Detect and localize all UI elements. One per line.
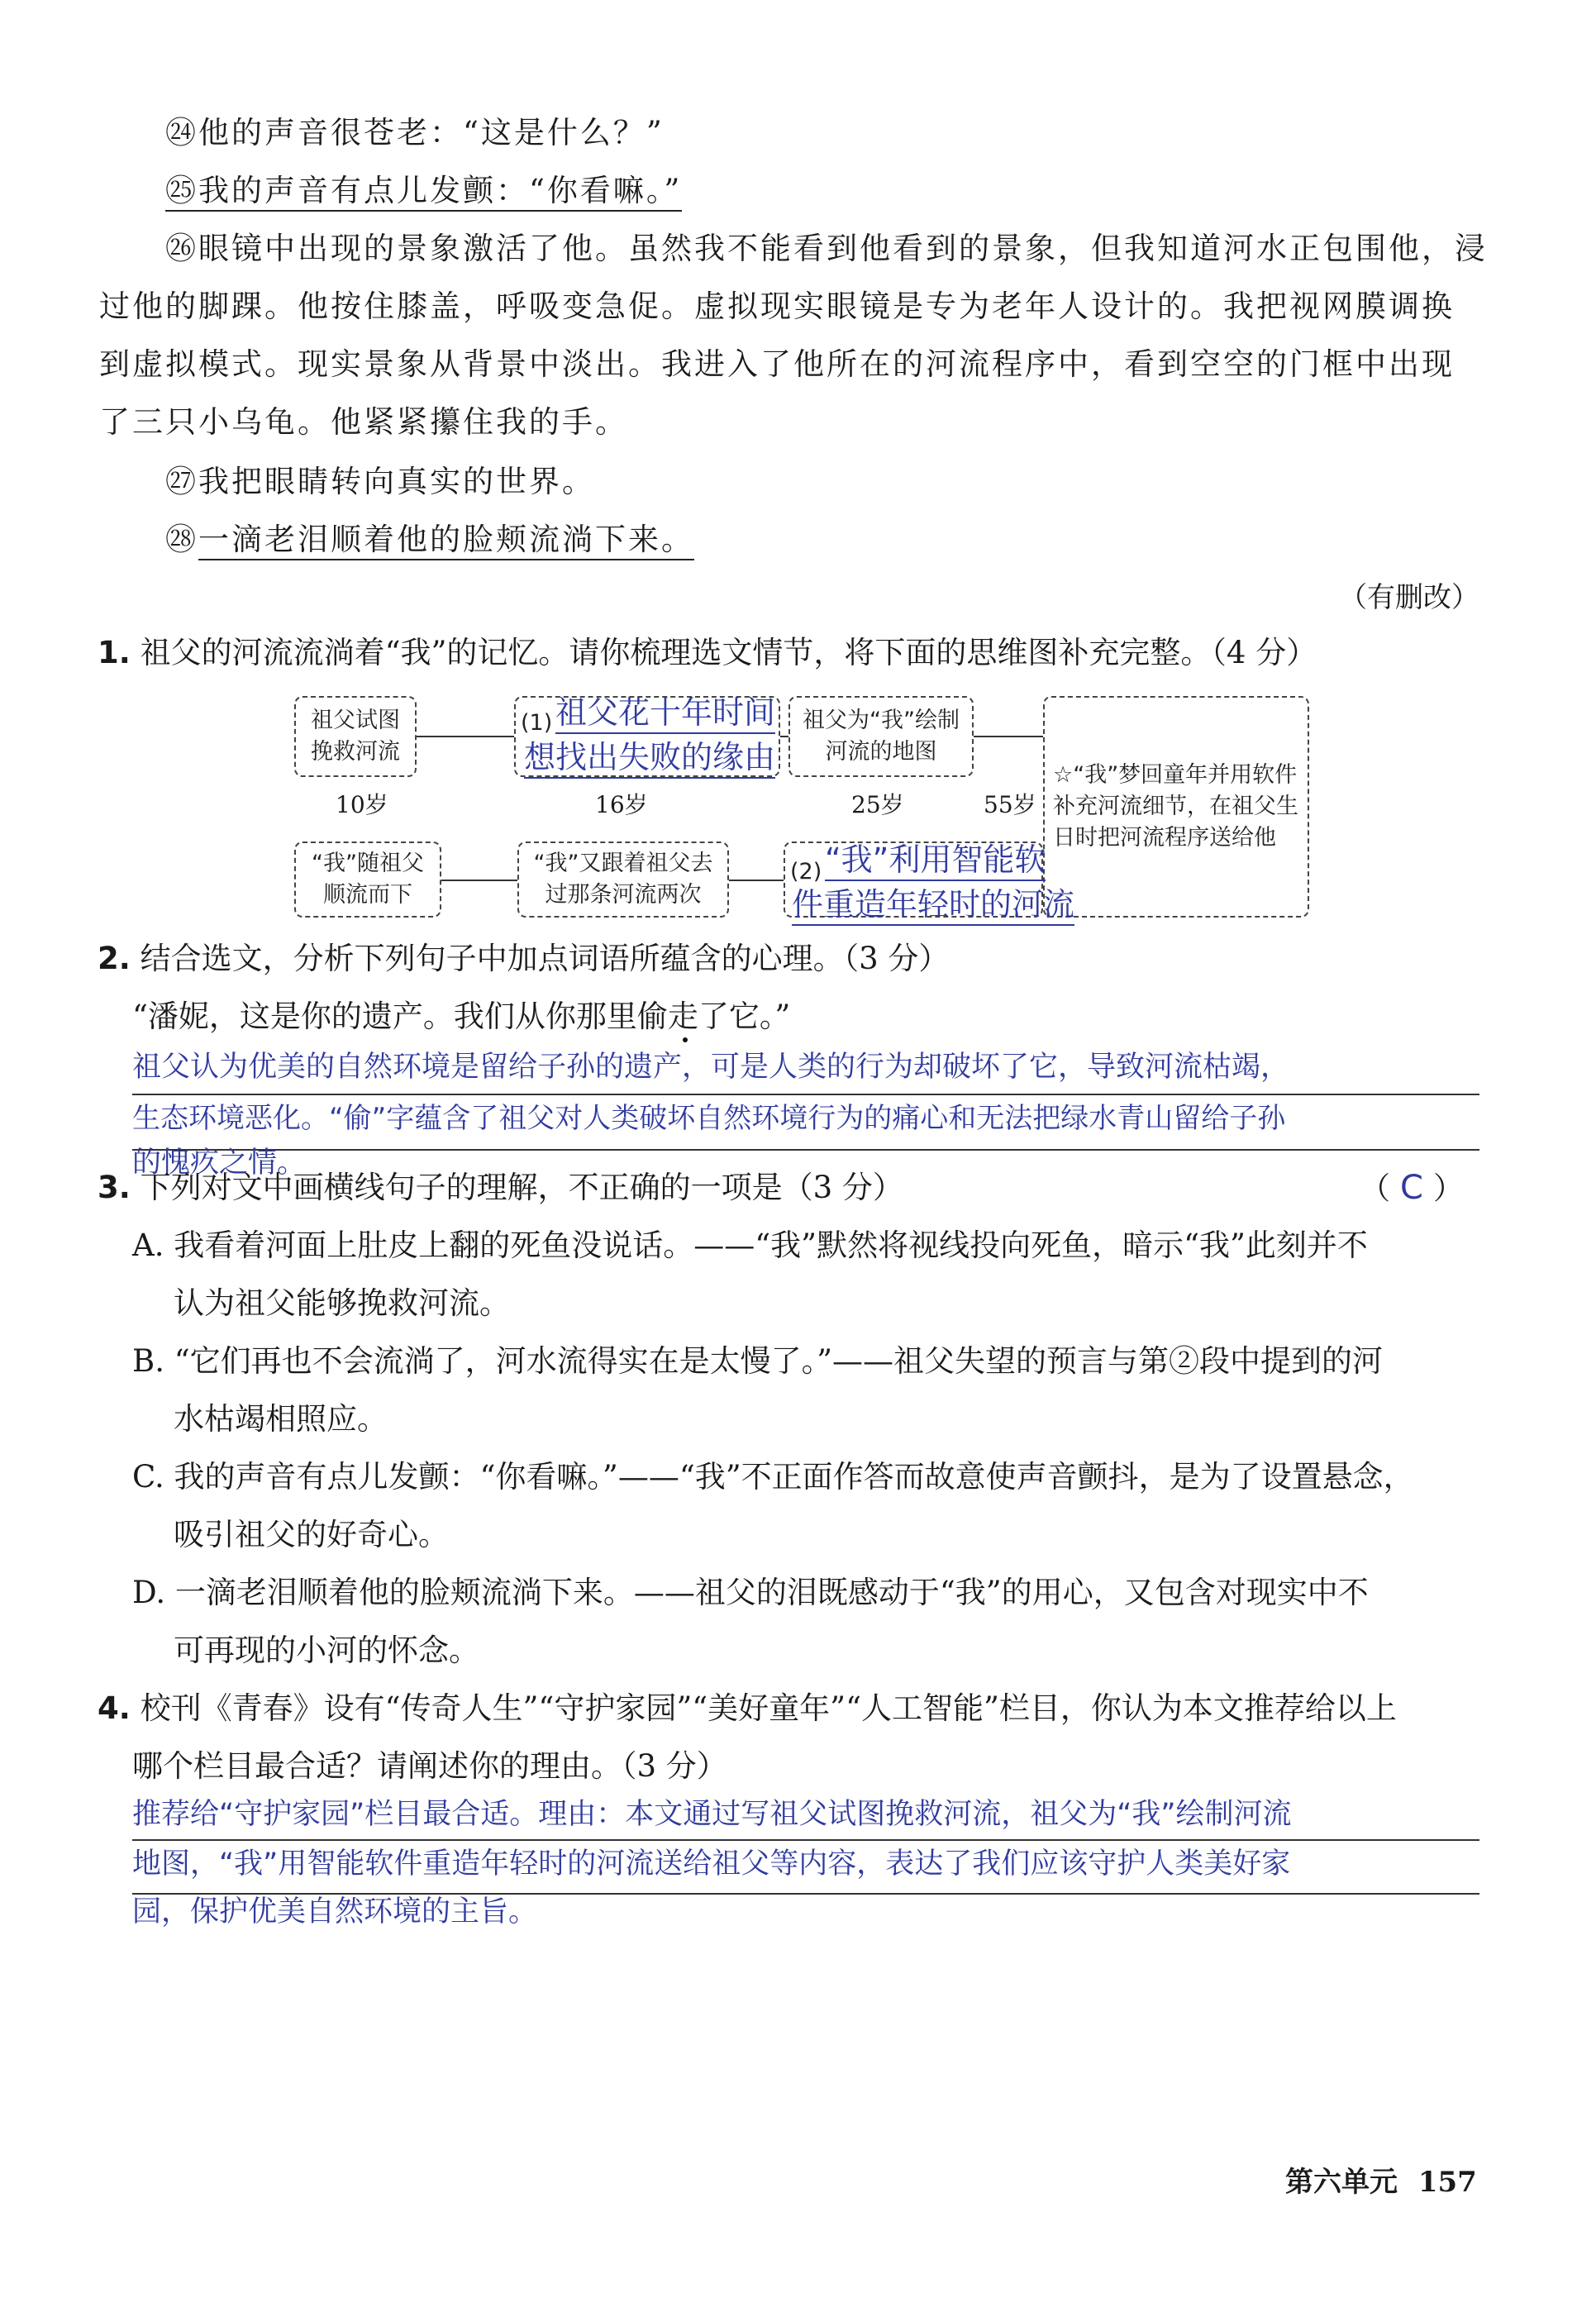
question-2	[98, 938, 949, 980]
question-4-answer-line-3: 园，保护优美自然环境的主旨。	[132, 1895, 538, 1928]
paragraph-28-text: 一滴老泪顺着他的脸颊流淌下来。	[198, 522, 694, 560]
question-4-answer-line-1: 推荐给“守护家园”栏目最合适。理由：本文通过写祖父试图挽救河流，祖父为“我”绘制河流	[132, 1798, 1292, 1831]
paragraph-26-line-3: 到虚拟模式。现实景象从背景中淡出。我进入了他所在的河流程序中，看到空空的门框中出现	[99, 346, 1455, 382]
age-25: 25岁	[851, 791, 904, 818]
answer-rule-2	[132, 1149, 1479, 1151]
option-d-line-2: 可再现的小河的怀念。	[174, 1633, 479, 1668]
question-1-text: 祖父的河流流淌着“我”的记忆。请你梳理选文情节，将下面的思维图补充完整。（4 分）	[140, 635, 1317, 670]
option-b-line-2: 水枯竭相照应。	[174, 1401, 388, 1437]
connector-5	[729, 880, 784, 881]
answer-1-line-1	[555, 691, 775, 734]
connector-2	[780, 736, 788, 737]
question-2-number: 2.	[98, 941, 131, 976]
question-3-answer-bracket	[1360, 1167, 1464, 1209]
connector-4	[441, 880, 517, 881]
connector-3	[974, 736, 1043, 737]
answer-1-line-2	[524, 736, 775, 779]
abridged-note: （有删改）	[1339, 581, 1479, 614]
answer-rule-1	[132, 1094, 1479, 1095]
question-3-number: 3.	[98, 1170, 131, 1205]
answer-rule-3	[132, 1839, 1479, 1841]
question-4-text-line-1: 校刊《青春》设有“传奇人生”“守护家园”“美好童年”“人工智能”栏目，你认为本文推荐给以上	[140, 1690, 1397, 1726]
emphasis-dot	[683, 1037, 688, 1042]
page-number: 157	[1417, 2166, 1477, 2199]
connector-1	[417, 736, 514, 737]
question-3-text: 下列对文中画横线句子的理解，不正确的一项是（3 分）	[140, 1170, 903, 1205]
bracket-close: ）	[1432, 1170, 1464, 1206]
option-c-line-2: 吸引祖父的好奇心。	[174, 1517, 449, 1552]
paragraph-25	[165, 165, 682, 210]
question-2-quote: “潘妮，这是你的遗产。我们从你那里偷走了它。”	[132, 999, 791, 1034]
map-box-dream-childhood: ☆“我”梦回童年并用软件补充河流细节，在祖父生日时把河流程序送给他	[1043, 696, 1309, 918]
unit-label: 第六单元	[1285, 2166, 1398, 2199]
question-4-line-1	[98, 1688, 1397, 1729]
paragraph-26-line-4: 了三只小乌龟。他紧紧攥住我的手。	[99, 404, 628, 440]
answer-1-prefix: (1)	[521, 710, 553, 736]
answer-2-line-2-text: 件重造年轻时的河流	[792, 886, 1074, 926]
map-box-draw-map: 祖父为“我”绘制河流的地图	[788, 696, 974, 777]
answer-2-prefix: (2)	[790, 859, 822, 884]
option-d-line-1: D. 一滴老泪顺着他的脸颊流淌下来。——祖父的泪既感动于“我”的用心，又包含对现实中不	[132, 1575, 1369, 1610]
age-10: 10岁	[336, 791, 388, 818]
question-2-answer-line-3: 的愧疚之情。	[132, 1147, 307, 1180]
answer-1-line-2-text: 想找出失败的缘由	[524, 739, 775, 779]
question-3-answer: C	[1400, 1169, 1423, 1207]
option-a-line-2: 认为祖父能够挽救河流。	[174, 1285, 510, 1321]
question-4-line-2: 哪个栏目最合适？请阐述你的理由。（3 分）	[132, 1748, 727, 1784]
paragraph-26-line-1: ㉖眼镜中出现的景象激活了他。虽然我不能看到他看到的景象，但我知道河水正包围他，浸	[165, 231, 1488, 266]
answer-2-line-1-text: “我”利用智能软	[825, 841, 1046, 881]
map-box-follow-grandpa: “我”随祖父顺流而下	[294, 841, 441, 918]
map-box-visit-twice: “我”又跟着祖父去过那条河流两次	[517, 841, 729, 918]
question-1	[98, 632, 1317, 674]
age-16: 16岁	[595, 791, 648, 818]
option-b-line-1: B. “它们再也不会流淌了，河水流得实在是太慢了。”——祖父失望的预言与第②段中提到的河	[132, 1343, 1384, 1379]
paragraph-28	[165, 514, 694, 559]
page-footer	[1285, 2159, 1477, 2200]
question-2-answer-line-1: 祖父认为优美的自然环境是留给子孙的遗产，可是人类的行为却破坏了它，导致河流枯竭，	[132, 1051, 1290, 1084]
question-4-number: 4.	[98, 1690, 131, 1726]
option-a-line-1: A. 我看着河面上肚皮上翻的死鱼没说话。——“我”默然将视线投向死鱼，暗示“我”此刻并不	[132, 1228, 1368, 1263]
map-box-rescue-river: 祖父试图挽救河流	[294, 696, 417, 777]
question-2-text: 结合选文，分析下列句子中加点词语所蕴含的心理。（3 分）	[140, 941, 950, 976]
bracket-open: （	[1360, 1170, 1390, 1206]
option-c-line-1: C. 我的声音有点儿发颤：“你看嘛。”——“我”不正面作答而故意使声音颤抖，是为了设置悬念，	[132, 1459, 1414, 1495]
paragraph-24: ㉔他的声音很苍老：“这是什么？”	[165, 115, 665, 150]
paragraph-28-number: ㉘	[165, 522, 198, 557]
question-3	[98, 1167, 903, 1209]
age-55: 55岁	[984, 791, 1036, 818]
question-4-answer-line-2: 地图，“我”用智能软件重造年轻时的河流送给祖父等内容，表达了我们应该守护人类美好家	[132, 1847, 1291, 1881]
question-1-number: 1.	[98, 635, 131, 670]
answer-2-line-2	[792, 883, 1074, 926]
paragraph-27: ㉗我把眼睛转向真实的世界。	[165, 464, 595, 499]
answer-1-line-1-text: 祖父花十年时间	[555, 694, 775, 734]
answer-2-line-1	[825, 838, 1046, 881]
question-2-answer-line-2: 生态环境恶化。“偷”字蕴含了祖父对人类破坏自然环境行为的痛心和无法把绿水青山留给子孙	[132, 1102, 1286, 1135]
paragraph-25-text: ㉕我的声音有点儿发颤：“你看嘛。”	[165, 173, 682, 212]
paragraph-26-line-2: 过他的脚踝。他按住膝盖，呼吸变急促。虚拟现实眼镜是专为老年人设计的。我把视网膜调换	[99, 288, 1455, 324]
